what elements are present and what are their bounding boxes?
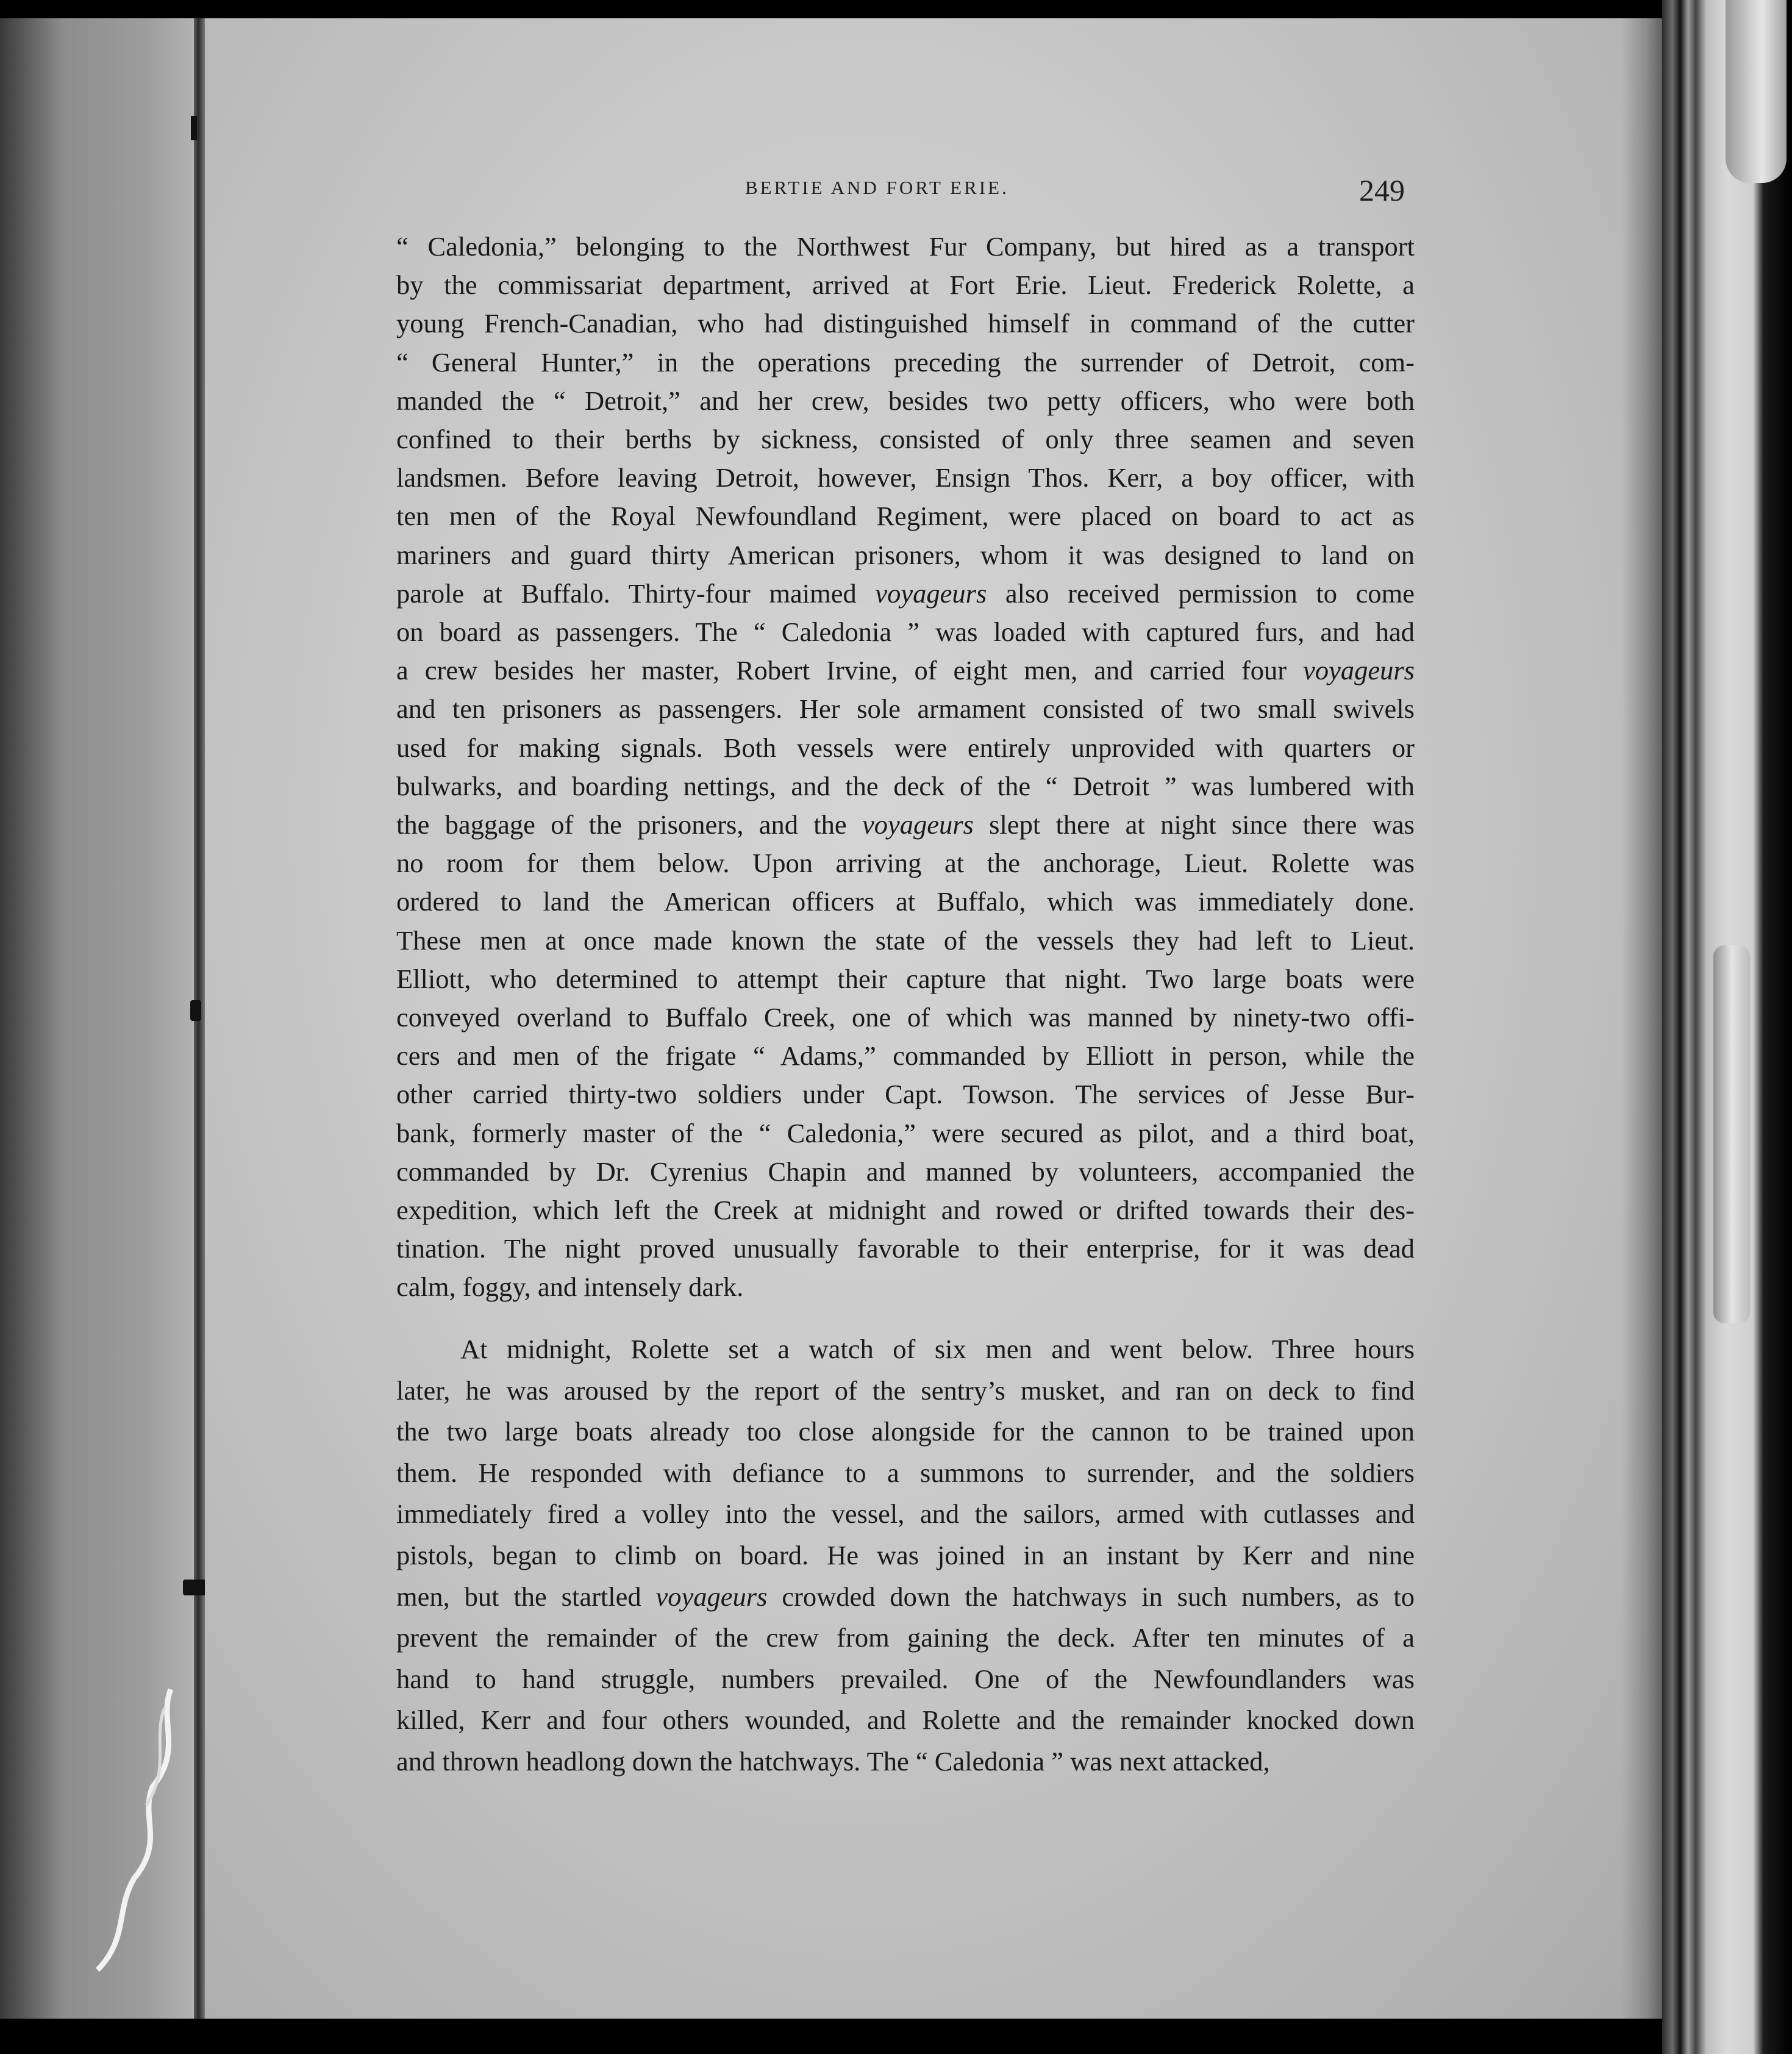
text-run: manded the “ Detroit,” and her crew, besides two petty officers, who were both bbox=[396, 385, 1415, 416]
text-line bbox=[396, 689, 1415, 728]
text-run: and thrown headlong down the hatchways. The “ Caledonia ” was next attacked, bbox=[396, 1746, 1270, 1777]
text-line bbox=[396, 1152, 1415, 1191]
text-line bbox=[396, 265, 1415, 304]
text-line bbox=[396, 381, 1415, 420]
text-run: no room for them below. Upon arriving at the anchorage, Lieut. Rolette was bbox=[396, 848, 1415, 879]
text-run: confined to their berths by sickness, consisted of only three seamen and seven bbox=[396, 424, 1415, 454]
text-run: ten men of the Royal Newfoundland Regiment, were placed on board to act as bbox=[396, 501, 1415, 532]
text-line bbox=[396, 1452, 1415, 1494]
page-tab bbox=[1713, 945, 1750, 1323]
text-run: mariners and guard thirty American prisoners, whom it was designed to land on bbox=[396, 539, 1415, 570]
text-line bbox=[396, 304, 1415, 343]
text-run: conveyed overland to Buffalo Creek, one of which was manned by ninety-two offi- bbox=[396, 1002, 1415, 1032]
text-line bbox=[396, 1699, 1415, 1741]
text-run: a crew besides her master, Robert Irvine, of eight men, and carried four bbox=[396, 655, 1304, 686]
text-run: cers and men of the frigate “ Adams,” commanded by Elliott in person, while the bbox=[396, 1040, 1415, 1072]
text-run: landsmen. Before leaving Detroit, however, Ensign Thos. Kerr, a boy officer, with bbox=[396, 462, 1415, 493]
text-line bbox=[396, 1741, 1415, 1782]
text-line bbox=[396, 458, 1415, 497]
text-line bbox=[396, 921, 1415, 960]
text-line bbox=[396, 882, 1415, 921]
text-run: ordered to land the American officers at Buffalo, which was immediately done. bbox=[396, 886, 1415, 917]
binding-stitch-mark bbox=[190, 1000, 201, 1021]
text-line bbox=[396, 1411, 1415, 1452]
text-line bbox=[396, 843, 1415, 882]
text-run: “ Caledonia,” belonging to the Northwest Fur Company, but hired as a transport bbox=[396, 231, 1415, 262]
text-line bbox=[396, 420, 1415, 459]
binding-stitch-mark bbox=[191, 116, 197, 140]
text-line bbox=[396, 728, 1415, 767]
text-line bbox=[396, 1036, 1415, 1075]
text-run: Elliott, who determined to attempt their capture that night. Two large boats were bbox=[396, 963, 1415, 994]
text-run: later, he was aroused by the report of the sentry’s musket, and ran on deck to find bbox=[396, 1375, 1415, 1406]
text-line bbox=[396, 998, 1415, 1037]
text-line bbox=[396, 343, 1415, 382]
text-run: the two large boats already too close alongside for the cannon to be trained upon bbox=[396, 1416, 1415, 1447]
text-line bbox=[396, 959, 1415, 998]
text-run: on board as passengers. The “ Caledonia ” was loaded with captured furs, and had bbox=[396, 617, 1415, 647]
italic-term: voyageurs bbox=[875, 578, 987, 609]
text-run: killed, Kerr and four others wounded, and Rolette and the remainder knocked down bbox=[396, 1705, 1415, 1736]
text-run: used for making signals. Both vessels were entirely unprovided with quarters or bbox=[396, 732, 1415, 763]
italic-term: voyageurs bbox=[862, 809, 974, 840]
text-run: parole at Buffalo. Thirty-four maimed bbox=[396, 578, 876, 609]
text-run: and ten prisoners as passengers. Her sole armament consisted of two small swivels bbox=[396, 693, 1415, 725]
page-number: 249 bbox=[1359, 173, 1405, 207]
text-run: pistols, began to climb on board. He was joined in an instant by Kerr and nine bbox=[396, 1540, 1415, 1570]
text-run: bulwarks, and boarding nettings, and the deck of the “ Detroit ” was lumbered with bbox=[396, 770, 1415, 801]
text-run: At midnight, Rolette set a watch of six men and went below. Three hours bbox=[460, 1334, 1415, 1364]
text-line bbox=[396, 1328, 1415, 1370]
text-run: crowded down the hatchways in such numbers, as to bbox=[767, 1581, 1415, 1612]
page-tab-top bbox=[1726, 0, 1787, 183]
text-line bbox=[396, 535, 1415, 574]
text-line bbox=[396, 1534, 1415, 1576]
text-line bbox=[396, 574, 1415, 613]
text-run: “ General Hunter,” in the operations preceding the surrender of Detroit, com- bbox=[396, 346, 1415, 378]
text-run: young French-Canadian, who had distinguished himself in command of the cutter bbox=[396, 308, 1415, 339]
text-run: bank, formerly master of the “ Caledonia,” were secured as pilot, and a third boat, bbox=[396, 1117, 1415, 1148]
text-line bbox=[396, 1493, 1415, 1534]
text-line bbox=[396, 1075, 1415, 1114]
page-fold-shadow bbox=[1622, 18, 1665, 2019]
text-run: by the commissariat department, arrived at Fort Erie. Lieut. Frederick Rolette, a bbox=[396, 270, 1415, 301]
text-line bbox=[396, 227, 1415, 266]
running-head: BERTIE AND FORT ERIE. bbox=[745, 177, 1009, 198]
text-run: prevent the remainder of the crew from gaining the deck. After ten minutes of a bbox=[396, 1622, 1415, 1653]
text-run: other carried thirty-two soldiers under Capt. Towson. The services of Jesse Bur- bbox=[396, 1079, 1415, 1110]
italic-term: voyageurs bbox=[655, 1581, 768, 1612]
text-run: commanded by Dr. Cyrenius Chapin and manned by volunteers, accompanied the bbox=[396, 1156, 1415, 1187]
text-run: also received permission to come bbox=[987, 578, 1415, 609]
text-line bbox=[396, 1190, 1415, 1229]
text-line bbox=[396, 1576, 1415, 1617]
text-line bbox=[396, 651, 1415, 690]
text-run: These men at once made known the state of the vessels they had left to Lieut. bbox=[396, 925, 1415, 956]
text-line bbox=[396, 1658, 1415, 1700]
paper-tear-mark bbox=[91, 1683, 189, 1976]
text-run: tination. The night proved unusually favorable to their enterprise, for it was dead bbox=[396, 1233, 1415, 1264]
text-run: hand to hand struggle, numbers prevailed. One of the Newfoundlanders was bbox=[396, 1663, 1415, 1694]
text-run: calm, foggy, and intensely dark. bbox=[396, 1272, 744, 1303]
text-line bbox=[396, 1267, 1415, 1306]
binding-stitch-mark bbox=[183, 1580, 207, 1595]
text-line bbox=[396, 767, 1415, 806]
text-run: expedition, which left the Creek at midnight and rowed or drifted towards their des- bbox=[396, 1195, 1415, 1225]
text-line bbox=[396, 496, 1415, 535]
text-line bbox=[396, 1617, 1415, 1658]
italic-term: voyageurs bbox=[1303, 655, 1415, 686]
text-run: the baggage of the prisoners, and the bbox=[396, 809, 862, 840]
text-run: them. He responded with defiance to a summons to surrender, and the soldiers bbox=[396, 1457, 1415, 1488]
text-line bbox=[396, 612, 1415, 651]
text-line bbox=[396, 1114, 1415, 1153]
text-line bbox=[396, 1370, 1415, 1411]
text-run: men, but the startled bbox=[396, 1581, 656, 1612]
text-run: slept there at night since there was bbox=[973, 809, 1415, 840]
text-line bbox=[396, 805, 1415, 844]
text-run: immediately fired a volley into the vessel, and the sailors, armed with cutlasses and bbox=[396, 1498, 1415, 1530]
text-line bbox=[396, 1229, 1415, 1268]
